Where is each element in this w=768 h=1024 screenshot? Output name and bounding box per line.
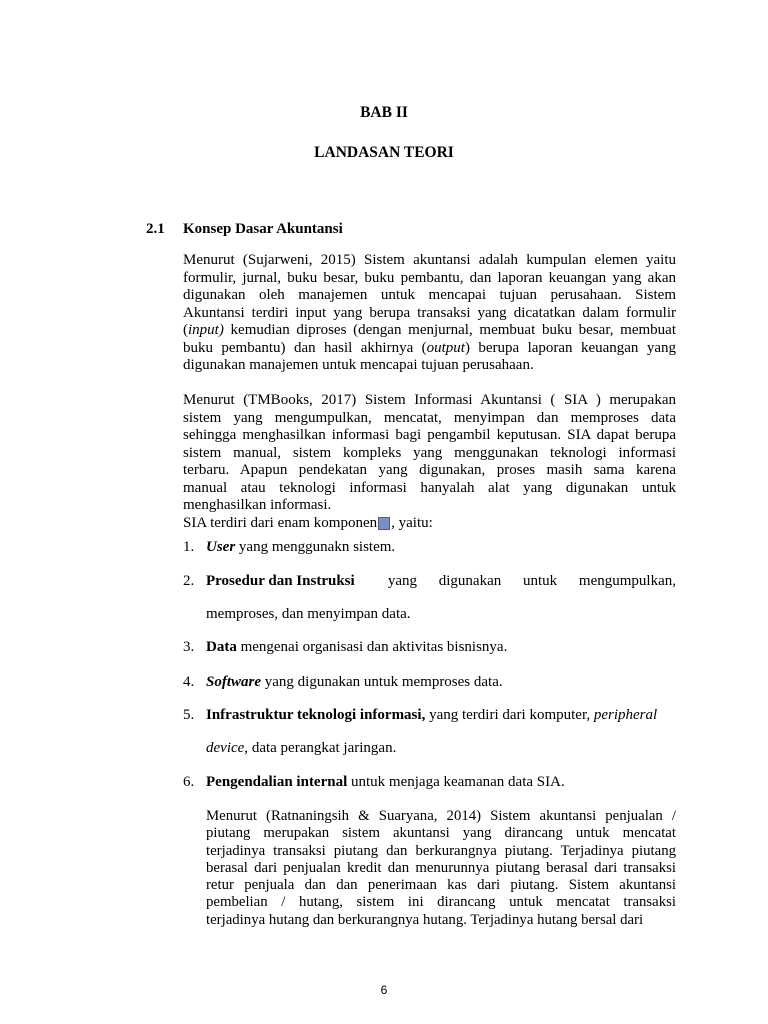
sia-intro-before: SIA terdiri dari enam komponen	[183, 514, 378, 531]
sia-intro-after: , yaitu:	[391, 514, 433, 531]
list-item: 6. Pengendalian internal untuk menjaga keamanan data SIA.	[183, 774, 565, 790]
text-line: (input) kemudian diproses (dengan menjurnal, membuat buku besar, membuat	[183, 322, 676, 338]
text-line: digunakan manajemen untuk mencapai tujuan perusahaan.	[183, 357, 534, 373]
chapter-title: LANDASAN TEORI	[314, 144, 454, 161]
text-line: formulir, jurnal, buku besar, buku pembantu, dan laporan keuangan yang akan	[183, 269, 676, 286]
chapter-heading: BAB II	[360, 104, 408, 121]
list-item: 5. Infrastruktur teknologi informasi, yang terdiri dari komputer, peripheral	[183, 707, 658, 723]
text-line: retur penjuala dan dan penerimaan kas dari piutang. Sistem akuntansi	[206, 877, 676, 894]
list-item-continuation: device, data perangkat jaringan.	[206, 740, 397, 756]
text-line: terjadinya hutang dan berkurangnya hutang. Terjadinya hutang bersal dari	[206, 911, 644, 928]
text-line: berasal dari penjualan kredit dan menurunnya piutang berasal dari transaksi	[206, 859, 676, 876]
text-line: menghasilkan informasi.	[183, 497, 332, 513]
text-line: sistem manual, sistem kompleks yang menggunakan teknologi informasi	[183, 444, 676, 461]
text-line: piutang merupakan sistem akuntansi yang dirancang untuk mencatat	[206, 825, 676, 842]
text-line: pembelian / hutang, sistem ini dirancang untuk mencatat transaksi	[206, 894, 676, 911]
text-line: manual atau teknologi informasi hanyalah alat yang digunakan untuk	[183, 479, 676, 496]
text-line: digunakan oleh manajemen untuk mencapai tujuan perusahaan. Sistem	[183, 287, 676, 303]
text-line: Akuntansi terdiri input yang berupa transaksi yang dicatatkan dalam formulir	[183, 304, 676, 321]
text-line: Menurut (Ratnaningsih & Suaryana, 2014) Sistem akuntansi penjualan /	[206, 808, 676, 824]
list-item: 3. Data mengenai organisasi dan aktivitas bisnisnya.	[183, 639, 508, 655]
text-line: terjadinya transaksi piutang dan berkurangnya piutang. Terjadinya piutang	[206, 842, 676, 859]
list-item-continuation: memproses, dan menyimpan data.	[206, 606, 411, 622]
section-title: Konsep Dasar Akuntansi	[183, 221, 343, 237]
list-item: 1. User yang menggunakn sistem.	[183, 539, 396, 555]
paragraph-ratnaningsih	[206, 808, 676, 929]
sia-intro-line	[183, 515, 676, 533]
page-number: 6	[380, 983, 388, 997]
list-item: 4. Software yang digunakan untuk memproses data.	[183, 674, 503, 690]
paragraph-sujarweni	[183, 252, 676, 375]
text-line: Menurut (TMBooks, 2017) Sistem Informasi Akuntansi ( SIA ) merupakan	[183, 392, 676, 408]
cursor-icon	[378, 517, 390, 530]
text-line: sehingga menghasilkan informasi bagi pengambil keputusan. SIA dapat berupa	[183, 427, 676, 443]
text-line: sistem yang mengumpulkan, mencatat, menyimpan dan memproses data	[183, 409, 676, 426]
section-number: 2.1	[146, 221, 165, 237]
text-line: terbaru. Apapun pendekatan yang digunakan, proses masih sama karena	[183, 462, 676, 478]
text-line: Menurut (Sujarweni, 2015) Sistem akuntansi adalah kumpulan elemen yaitu	[183, 252, 676, 268]
text-line: buku pembantu) dan hasil akhirnya (output) berupa laporan keuangan yang	[183, 339, 676, 356]
list-item: 2. Prosedur dan Instruksi yang digunakan untuk mengumpulkan,	[183, 573, 676, 589]
paragraph-tmbooks	[183, 392, 676, 532]
